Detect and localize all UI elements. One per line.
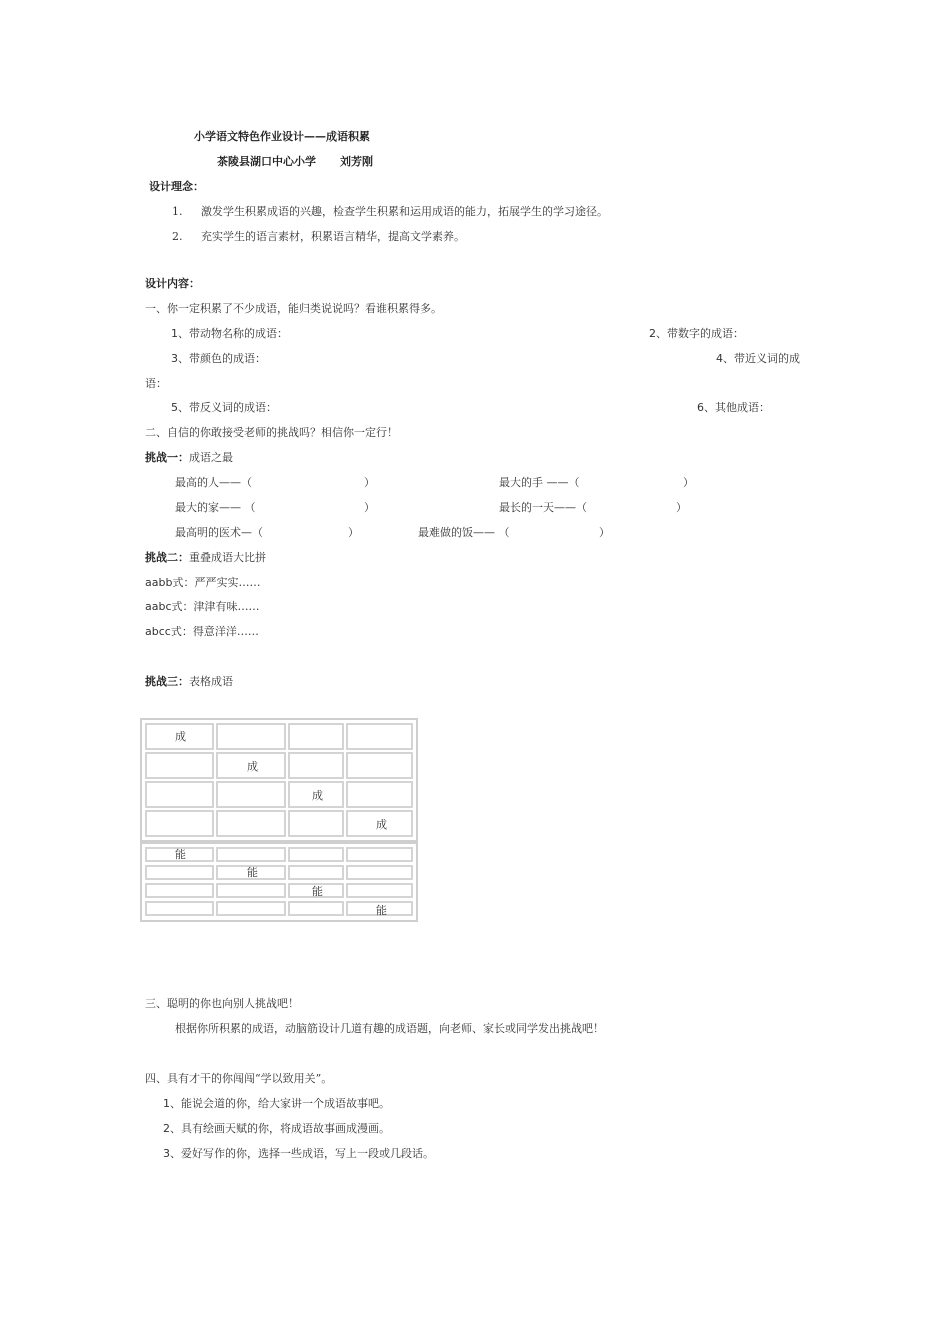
grid-char: 成 bbox=[376, 818, 387, 831]
grid-cell[interactable] bbox=[346, 847, 413, 862]
grid-cell[interactable] bbox=[145, 865, 214, 880]
superlative-2-close: ） bbox=[683, 476, 694, 489]
superlative-6: 最难做的饭—— （ bbox=[418, 526, 510, 539]
superlative-5: 最高明的医术—（ bbox=[175, 526, 263, 539]
section3-text: 根据你所积累的成语，动脑筋设计几道有趣的成语题，向老师、家长或同学发出挑战吧！ bbox=[175, 1022, 604, 1035]
grid-char: 能 bbox=[376, 904, 387, 917]
grid-cell[interactable] bbox=[216, 810, 286, 837]
grid-cell[interactable] bbox=[145, 810, 214, 837]
s4-item-2: 2、具有绘画天赋的你，将成语故事画成漫画。 bbox=[163, 1122, 390, 1135]
section1-title: 一、你一定积累了不少成语，能归类说说吗？看谁积累得多。 bbox=[145, 302, 442, 315]
grid-cell[interactable] bbox=[346, 723, 413, 750]
concept-item-2-text: 充实学生的语言素材，积累语言精华，提高文学素养。 bbox=[201, 230, 465, 243]
superlative-5-close: ） bbox=[348, 526, 359, 539]
concept-item-1-num: 1. bbox=[172, 205, 183, 218]
grid-cell[interactable] bbox=[145, 781, 214, 808]
grid-cell[interactable] bbox=[216, 883, 286, 898]
pattern-abcc: abcc式：得意洋洋…… bbox=[145, 625, 259, 638]
idiom-grid-cheng bbox=[140, 718, 418, 842]
s1-item-3: 3、带颜色的成语： bbox=[171, 352, 266, 365]
grid-char: 能 bbox=[175, 848, 186, 861]
grid-cell[interactable] bbox=[288, 752, 344, 779]
section4-title: 四、具有才干的你闯闯“学以致用关”。 bbox=[145, 1072, 333, 1085]
grid-cell[interactable] bbox=[288, 723, 344, 750]
grid-cell[interactable] bbox=[288, 810, 344, 837]
s4-item-1: 1、能说会道的你，给大家讲一个成语故事吧。 bbox=[163, 1097, 390, 1110]
grid-char: 能 bbox=[247, 866, 258, 879]
grid-cell[interactable] bbox=[216, 847, 286, 862]
grid-cell[interactable] bbox=[346, 865, 413, 880]
grid-char: 成 bbox=[247, 760, 258, 773]
design-concept-heading: 设计理念： bbox=[149, 180, 204, 193]
grid-cell[interactable] bbox=[216, 723, 286, 750]
s1-item-5: 5、带反义词的成语： bbox=[171, 401, 277, 414]
grid-cell[interactable] bbox=[346, 883, 413, 898]
s1-item-4: 4、带近义词的成 bbox=[716, 352, 800, 365]
concept-item-1-text: 激发学生积累成语的兴趣，检查学生积累和运用成语的能力，拓展学生的学习途径。 bbox=[201, 205, 608, 218]
s1-item-2: 2、带数字的成语： bbox=[649, 327, 744, 340]
superlative-3: 最大的家—— （ bbox=[175, 501, 256, 514]
grid-cell[interactable] bbox=[288, 847, 344, 862]
s4-item-3: 3、爱好写作的你，选择一些成语，写上一段或几段话。 bbox=[163, 1147, 434, 1160]
author-name: 刘芳刚 bbox=[340, 155, 373, 168]
grid-cell[interactable] bbox=[346, 781, 413, 808]
grid-cell[interactable] bbox=[145, 901, 214, 916]
pattern-aabb: aabb式：严严实实…… bbox=[145, 576, 261, 589]
grid-cell[interactable] bbox=[145, 883, 214, 898]
grid-char: 能 bbox=[312, 885, 323, 898]
grid-cell[interactable] bbox=[288, 901, 344, 916]
section3-title: 三、聪明的你也向别人挑战吧！ bbox=[145, 997, 299, 1010]
grid-cell[interactable] bbox=[288, 865, 344, 880]
grid-cell[interactable] bbox=[145, 752, 214, 779]
superlative-1: 最高的人——（ bbox=[175, 476, 252, 489]
s1-item-1: 1、带动物名称的成语： bbox=[171, 327, 288, 340]
grid-cell[interactable] bbox=[216, 901, 286, 916]
s1-item-6: 6、其他成语： bbox=[697, 401, 770, 414]
challenge3-line: 挑战三：表格成语 bbox=[145, 675, 233, 688]
section2-title: 二、自信的你敢接受老师的挑战吗？相信你一定行！ bbox=[145, 426, 398, 439]
idiom-grid-neng bbox=[140, 842, 418, 922]
grid-char: 成 bbox=[312, 789, 323, 802]
grid-cell[interactable] bbox=[216, 781, 286, 808]
pattern-aabc: aabc式：津津有味…… bbox=[145, 600, 260, 613]
superlative-6-close: ） bbox=[599, 526, 610, 539]
author-school: 茶陵县湖口中心小学 bbox=[217, 155, 316, 168]
superlative-2: 最大的手 ——（ bbox=[499, 476, 580, 489]
challenge1-line: 挑战一：成语之最 bbox=[145, 451, 233, 464]
grid-cell[interactable] bbox=[346, 752, 413, 779]
grid-char: 成 bbox=[175, 730, 186, 743]
superlative-4-close: ） bbox=[676, 501, 687, 514]
design-content-heading: 设计内容： bbox=[145, 277, 200, 290]
concept-item-2-num: 2. bbox=[172, 230, 183, 243]
challenge2-line: 挑战二：重叠成语大比拼 bbox=[145, 551, 266, 564]
superlative-4: 最长的一天——（ bbox=[499, 501, 587, 514]
document-title: 小学语文特色作业设计——成语积累 bbox=[194, 130, 370, 143]
superlative-3-close: ） bbox=[364, 501, 375, 514]
superlative-1-close: ） bbox=[364, 476, 375, 489]
s1-item-4-wrap: 语： bbox=[145, 377, 167, 390]
